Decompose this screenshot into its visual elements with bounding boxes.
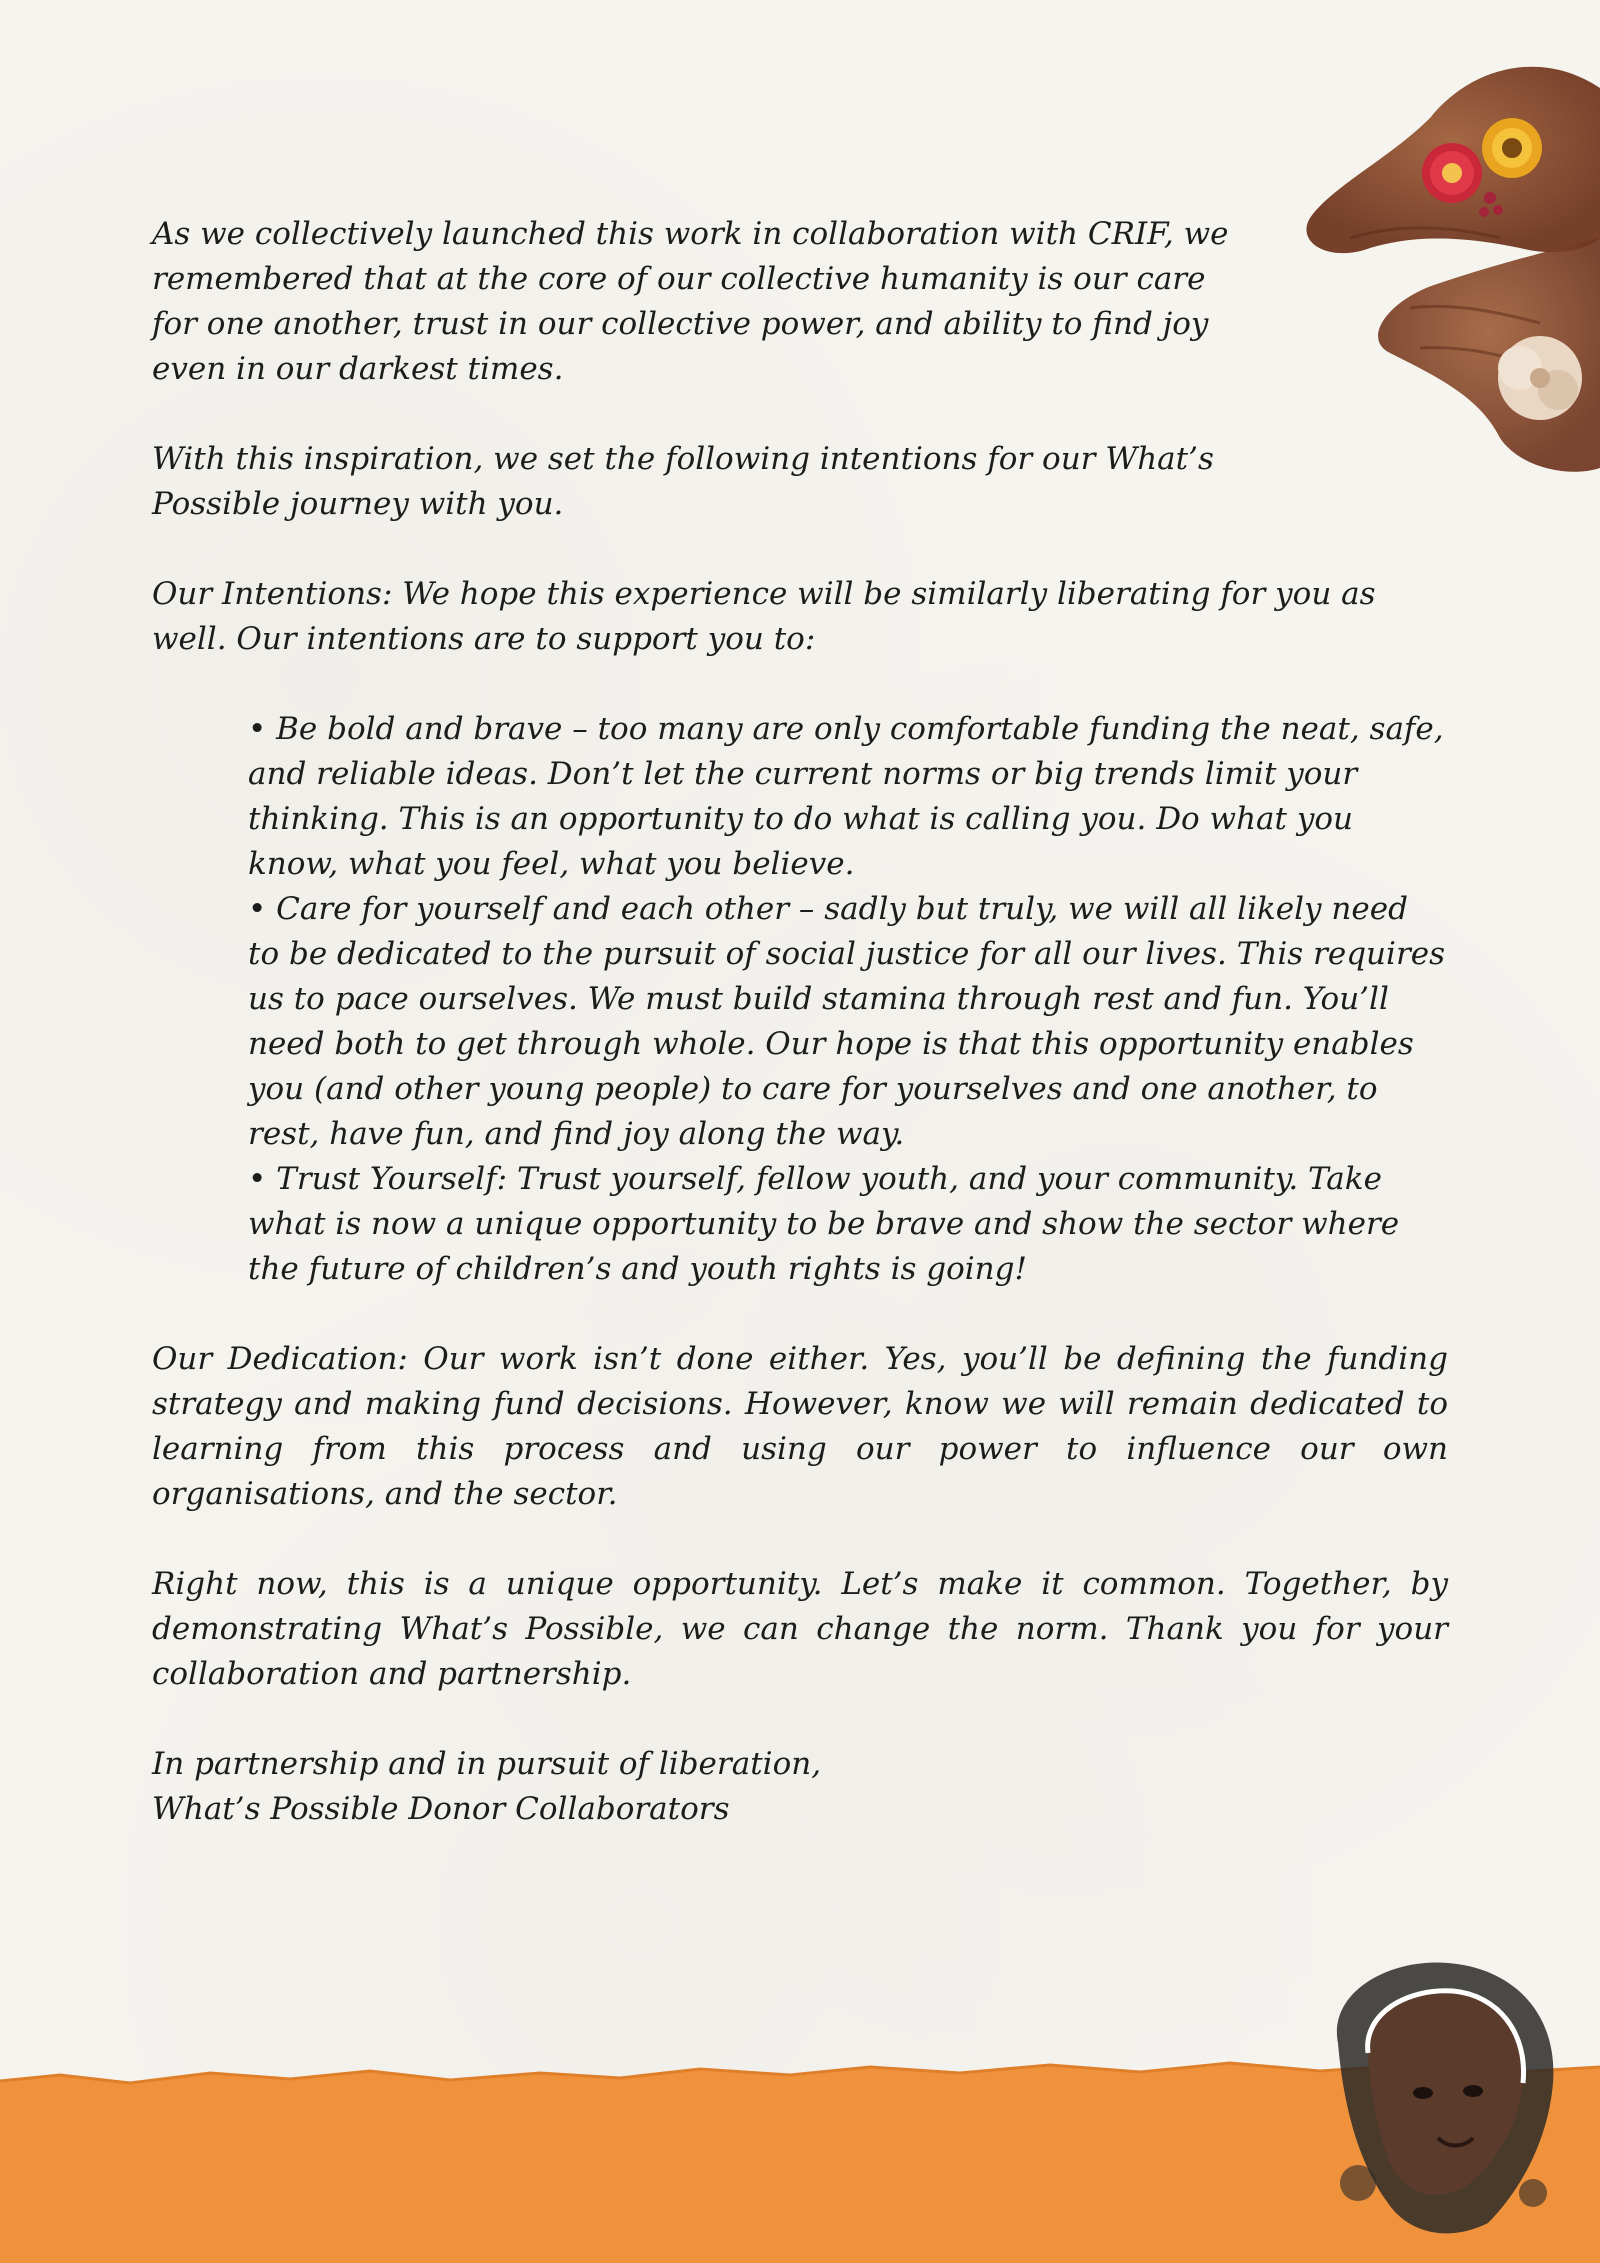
signoff-line: In partnership and in pursuit of liberation, (152, 1746, 822, 1782)
list-item (248, 1157, 1448, 1292)
bullet-text: Be bold and brave – too many are only comfortable funding the neat, safe, and reliable ideas. Don’t let the current norms or big trends limit your thinking. This is an opportunity to do what is calling you. Do what you know, what you feel, what you believe. (248, 711, 1444, 882)
intro-paragraph: As we collectively launched this work in collaboration with CRIF, we remembered that at the core of our collective humanity is our care for one another, trust in our collective power, and ability to find joy even in our darkest times. (152, 216, 1229, 387)
letter-body (152, 212, 1448, 1832)
dedication-paragraph: Our Dedication: Our work isn’t done either. Yes, you’ll be defining the funding strategy and making fund decisions. However, know we will remain dedicated to learning from this process and using our power to influence our own organisations, and the sector. (152, 1341, 1448, 1512)
inspiration-paragraph: With this inspiration, we set the following intentions for our What’s Possible journey with you. (152, 441, 1214, 522)
intentions-list (248, 707, 1448, 1292)
list-item (248, 887, 1448, 1157)
closing-paragraph: Right now, this is a unique opportunity. Let’s make it common. Together, by demonstrating What’s Possible, we can change the norm. Thank you for your collaboration and partnership. (152, 1566, 1448, 1692)
signature-line: What’s Possible Donor Collaborators (152, 1791, 730, 1827)
bullet-icon: • (248, 891, 277, 927)
bullet-text: Trust Yourself: Trust yourself, fellow youth, and your community. Take what is now a unique opportunity to be brave and show the sector where the future of children’s and youth rights is going! (248, 1161, 1400, 1287)
intentions-paragraph: Our Intentions: We hope this experience will be similarly liberating for you as well. Our intentions are to support you to: (152, 576, 1376, 657)
child-portrait-illustration (1298, 1953, 1578, 2243)
list-item (248, 707, 1448, 887)
bullet-icon: • (248, 1161, 277, 1197)
bullet-icon: • (248, 711, 277, 747)
bullet-text: Care for yourself and each other – sadly but truly, we will all likely need to be dedicated to the pursuit of social justice for all our lives. This requires us to pace ourselves. We must build stamina through rest and fun. You’ll need both to get through whole. Our hope is that this opportunity enables you (and other young people) to care for yourselves and one another, to rest, have fun, and find joy along the way. (248, 891, 1446, 1152)
